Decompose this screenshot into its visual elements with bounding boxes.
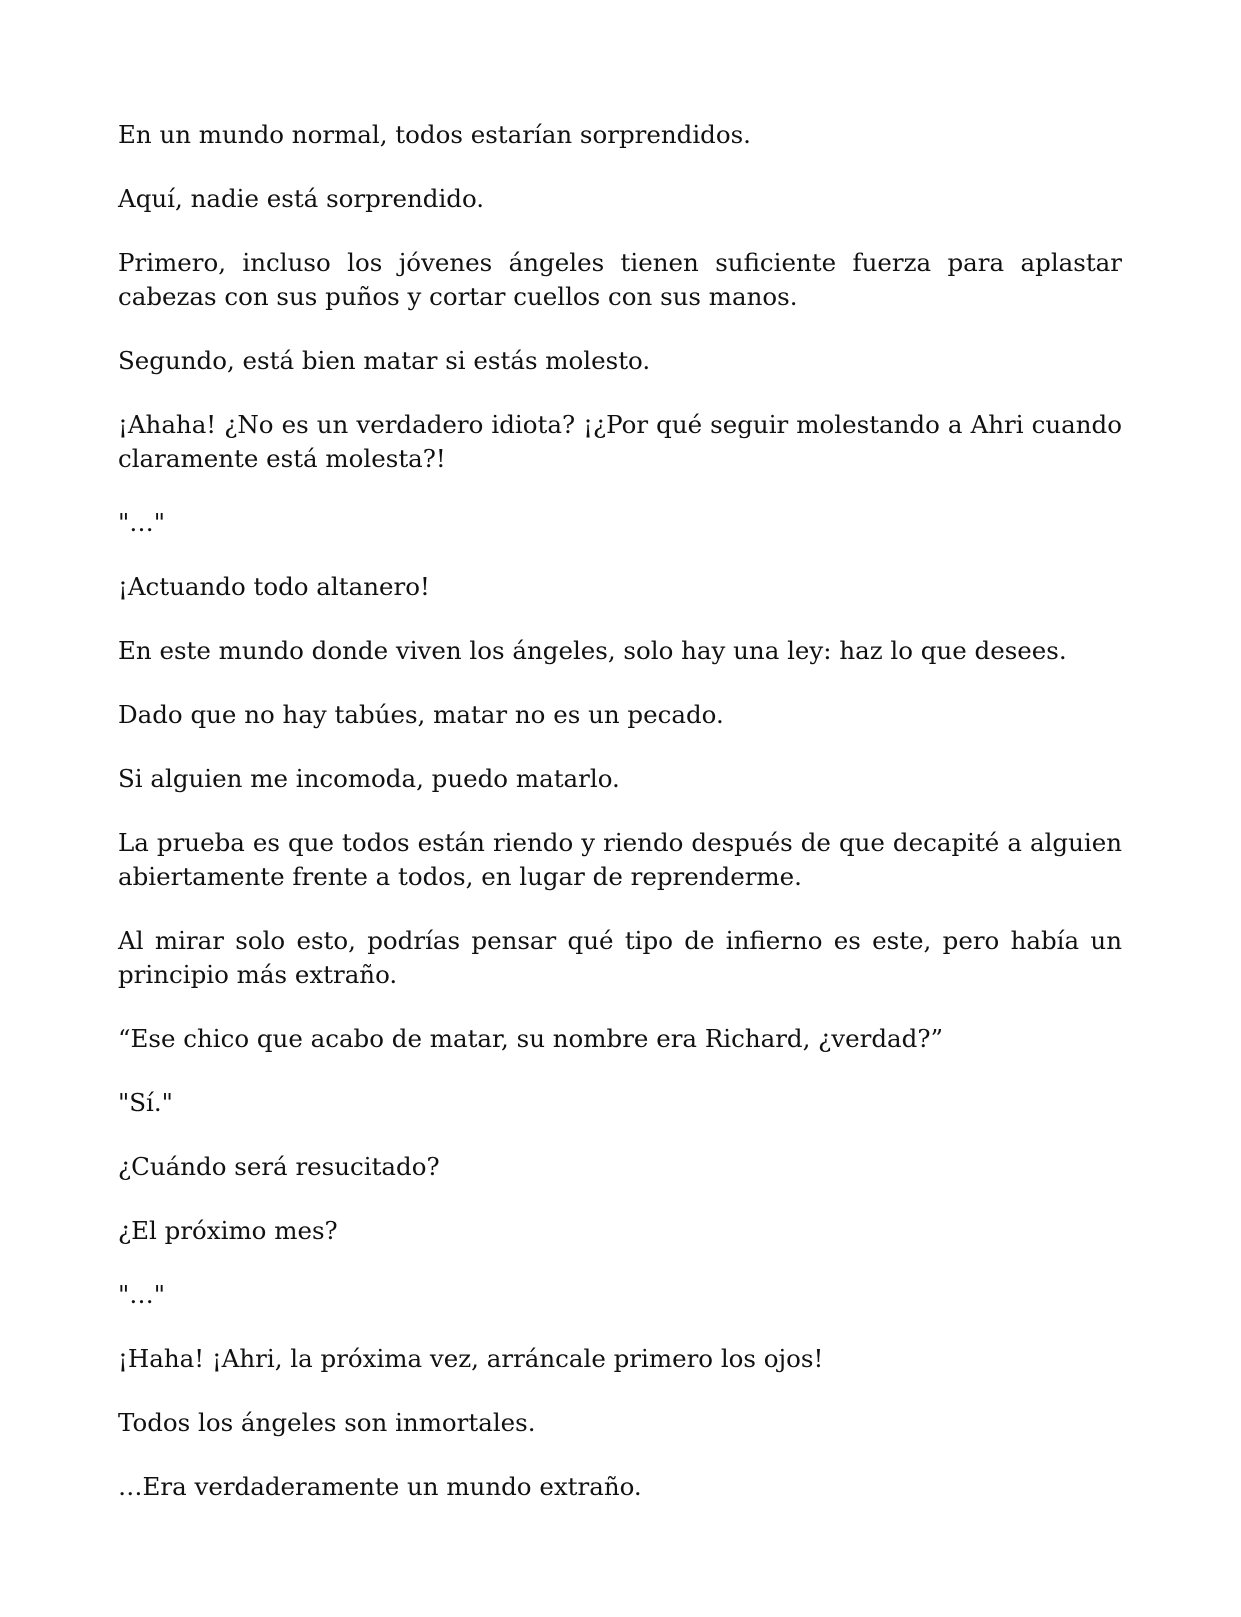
paragraph: En este mundo donde viven los ángeles, solo hay una ley: haz lo que desees. xyxy=(118,636,1067,665)
paragraph: ¡Ahaha! ¿No es un verdadero idiota? ¡¿Por qué seguir molestando a Ahri cuando claramente está molesta?! xyxy=(118,410,1122,473)
paragraph: "…" xyxy=(118,1280,166,1309)
paragraph: Aquí, nadie está sorprendido. xyxy=(118,184,485,213)
paragraph: "Sí." xyxy=(118,1088,173,1117)
paragraph: ¡Actuando todo altanero! xyxy=(118,572,430,601)
paragraph: Dado que no hay tabúes, matar no es un pecado. xyxy=(118,700,724,729)
paragraph: Primero, incluso los jóvenes ángeles tienen suficiente fuerza para aplastar cabezas con sus puños y cortar cuellos con sus manos. xyxy=(118,248,1122,311)
paragraph: En un mundo normal, todos estarían sorprendidos. xyxy=(118,120,751,149)
paragraph: Todos los ángeles son inmortales. xyxy=(118,1408,536,1437)
paragraph: …Era verdaderamente un mundo extraño. xyxy=(118,1472,642,1501)
paragraph: La prueba es que todos están riendo y riendo después de que decapité a alguien abiertamente frente a todos, en lugar de reprenderme. xyxy=(118,828,1122,891)
paragraph: "…" xyxy=(118,508,166,537)
document-page xyxy=(118,118,1122,1534)
paragraph: Al mirar solo esto, podrías pensar qué tipo de infierno es este, pero había un principio más extraño. xyxy=(118,926,1122,989)
paragraph: Segundo, está bien matar si estás molesto. xyxy=(118,346,651,375)
paragraph: Si alguien me incomoda, puedo matarlo. xyxy=(118,764,620,793)
paragraph: ¿El próximo mes? xyxy=(118,1216,338,1245)
paragraph: ¿Cuándo será resucitado? xyxy=(118,1152,440,1181)
paragraph: ¡Haha! ¡Ahri, la próxima vez, arráncale primero los ojos! xyxy=(118,1344,824,1373)
paragraph: “Ese chico que acabo de matar, su nombre era Richard, ¿verdad?” xyxy=(118,1024,943,1053)
